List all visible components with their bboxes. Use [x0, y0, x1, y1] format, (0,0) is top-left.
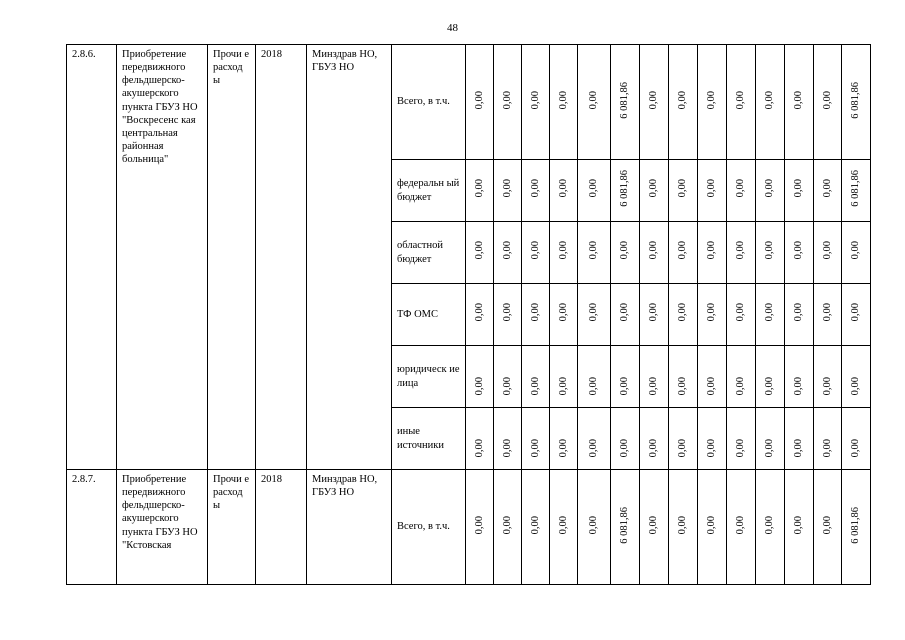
value-text: 0,00 [706, 90, 718, 110]
item-year: 2018 [256, 470, 307, 585]
value-cell [522, 470, 550, 585]
value-text: 0,00 [764, 179, 776, 198]
value-cell [494, 408, 522, 470]
value-text: 0,00 [473, 90, 485, 110]
expense-type: Прочи е расход ы [208, 45, 256, 470]
value-cell [842, 160, 871, 222]
value-cell [756, 346, 785, 408]
value-cell [522, 45, 550, 160]
value-text: 0,00 [793, 515, 805, 535]
value-text: 0,00 [557, 438, 569, 457]
value-cell [494, 346, 522, 408]
value-text: 0,00 [529, 179, 541, 198]
value-text: 0,00 [588, 90, 600, 110]
value-text: 0,00 [473, 438, 485, 457]
value-text: 0,00 [764, 90, 776, 110]
value-text: 0,00 [473, 303, 485, 322]
value-text: 0,00 [735, 303, 747, 322]
value-text: 0,00 [648, 376, 660, 395]
value-cell [550, 222, 578, 284]
value-cell [578, 284, 611, 346]
value-text: 0,00 [529, 515, 541, 535]
value-text: 0,00 [529, 376, 541, 395]
expense-type: Прочи е расход ы [208, 470, 256, 585]
value-cell [785, 284, 814, 346]
value-text: 0,00 [588, 179, 600, 198]
value-cell [698, 45, 727, 160]
value-text: 0,00 [735, 241, 747, 260]
value-cell [669, 45, 698, 160]
value-text: 0,00 [706, 438, 718, 457]
value-cell [494, 284, 522, 346]
value-cell [640, 470, 669, 585]
item-executor: Минздрав НО, ГБУЗ НО [307, 45, 392, 470]
value-text: 0,00 [648, 179, 660, 198]
value-cell [669, 470, 698, 585]
value-cell [698, 160, 727, 222]
value-cell [842, 45, 871, 160]
value-text: 0,00 [619, 376, 631, 395]
value-cell [814, 222, 842, 284]
value-text: 0,00 [735, 179, 747, 198]
value-text: 0,00 [706, 303, 718, 322]
value-cell [550, 284, 578, 346]
value-cell [466, 346, 494, 408]
value-text: 0,00 [821, 303, 833, 322]
value-text: 0,00 [706, 515, 718, 535]
item-code: 2.8.6. [67, 45, 117, 470]
value-text: 0,00 [588, 515, 600, 535]
value-text: 0,00 [821, 376, 833, 395]
value-text: 0,00 [648, 438, 660, 457]
value-text: 0,00 [588, 376, 600, 395]
value-text: 0,00 [619, 438, 631, 457]
value-cell [698, 346, 727, 408]
value-cell [550, 346, 578, 408]
value-text: 0,00 [619, 241, 631, 260]
value-cell [814, 284, 842, 346]
value-text: 0,00 [764, 376, 776, 395]
value-text: 0,00 [557, 90, 569, 110]
value-text: 0,00 [473, 515, 485, 535]
value-cell [814, 160, 842, 222]
value-cell [466, 470, 494, 585]
value-text: 0,00 [735, 376, 747, 395]
value-text: 0,00 [588, 438, 600, 457]
value-text: 0,00 [764, 241, 776, 260]
funding-source: юридическ ие лица [392, 346, 466, 408]
value-cell [466, 160, 494, 222]
value-cell [522, 160, 550, 222]
value-cell [522, 408, 550, 470]
value-cell [578, 45, 611, 160]
value-cell [698, 284, 727, 346]
funding-source: иные источники [392, 408, 466, 470]
value-cell [842, 346, 871, 408]
value-cell [842, 408, 871, 470]
value-text: 0,00 [793, 438, 805, 457]
value-text: 0,00 [557, 515, 569, 535]
value-text: 0,00 [677, 438, 689, 457]
value-cell [669, 346, 698, 408]
value-cell [756, 222, 785, 284]
value-cell [842, 470, 871, 585]
value-cell [814, 470, 842, 585]
value-text: 0,00 [473, 376, 485, 395]
value-cell [756, 408, 785, 470]
value-text: 0,00 [648, 303, 660, 322]
value-cell [550, 160, 578, 222]
value-text: 0,00 [529, 90, 541, 110]
value-cell [522, 222, 550, 284]
value-text: 0,00 [793, 179, 805, 198]
value-text: 0,00 [648, 90, 660, 110]
value-cell [756, 45, 785, 160]
value-cell [756, 160, 785, 222]
value-cell [611, 284, 640, 346]
value-text: 0,00 [529, 241, 541, 260]
value-cell [727, 408, 756, 470]
value-cell [578, 470, 611, 585]
value-cell [698, 470, 727, 585]
value-cell [522, 284, 550, 346]
funding-source: Всего, в т.ч. [392, 45, 466, 160]
value-text: 0,00 [501, 515, 513, 535]
value-cell [494, 222, 522, 284]
budget-table [66, 44, 871, 585]
value-cell [611, 45, 640, 160]
value-text: 6 081,86 [850, 81, 862, 119]
value-text: 0,00 [501, 179, 513, 198]
value-text: 0,00 [677, 303, 689, 322]
value-cell [550, 470, 578, 585]
value-text: 0,00 [735, 90, 747, 110]
value-cell [727, 284, 756, 346]
value-text: 0,00 [677, 90, 689, 110]
value-cell [785, 470, 814, 585]
funding-source: ТФ ОМС [392, 284, 466, 346]
value-cell [578, 346, 611, 408]
value-text: 0,00 [821, 438, 833, 457]
value-cell [669, 222, 698, 284]
item-name: Приобретение передвижного фельдшерско-акушерского пункта ГБУЗ НО "Воскресенс кая центральная районная больница" [117, 45, 208, 470]
value-cell [814, 346, 842, 408]
value-cell [494, 45, 522, 160]
value-cell [466, 222, 494, 284]
value-cell [785, 160, 814, 222]
value-text: 0,00 [821, 241, 833, 260]
value-text: 0,00 [706, 179, 718, 198]
table-row [67, 470, 871, 585]
value-cell [640, 284, 669, 346]
value-cell [669, 408, 698, 470]
value-cell [611, 346, 640, 408]
value-cell [550, 408, 578, 470]
value-cell [727, 346, 756, 408]
value-text: 0,00 [557, 179, 569, 198]
value-cell [842, 222, 871, 284]
value-text: 0,00 [764, 515, 776, 535]
value-text: 0,00 [706, 376, 718, 395]
table-row [67, 45, 871, 160]
value-text: 0,00 [648, 241, 660, 260]
funding-source: федеральн ый бюджет [392, 160, 466, 222]
value-text: 0,00 [501, 303, 513, 322]
value-cell [814, 408, 842, 470]
value-cell [727, 470, 756, 585]
value-cell [494, 470, 522, 585]
value-text: 0,00 [850, 438, 862, 457]
value-text: 6 081,86 [850, 170, 862, 207]
value-cell [756, 284, 785, 346]
value-text: 0,00 [850, 241, 862, 260]
value-text: 0,00 [648, 515, 660, 535]
value-cell [698, 408, 727, 470]
value-text: 0,00 [735, 438, 747, 457]
value-text: 6 081,86 [850, 506, 862, 544]
value-cell [727, 45, 756, 160]
value-text: 0,00 [501, 241, 513, 260]
page-number: 48 [447, 22, 458, 34]
value-cell [611, 408, 640, 470]
value-cell [578, 160, 611, 222]
value-cell [578, 222, 611, 284]
value-cell [611, 470, 640, 585]
value-text: 0,00 [529, 303, 541, 322]
value-cell [669, 284, 698, 346]
value-text: 0,00 [588, 303, 600, 322]
value-text: 0,00 [793, 90, 805, 110]
value-cell [578, 408, 611, 470]
value-cell [785, 45, 814, 160]
funding-source: Всего, в т.ч. [392, 470, 466, 585]
value-text: 0,00 [557, 241, 569, 260]
value-text: 0,00 [557, 303, 569, 322]
value-text: 0,00 [588, 241, 600, 260]
value-text: 0,00 [821, 515, 833, 535]
value-text: 0,00 [850, 376, 862, 395]
item-executor: Минздрав НО, ГБУЗ НО [307, 470, 392, 585]
value-text: 0,00 [850, 303, 862, 322]
value-cell [466, 284, 494, 346]
value-cell [814, 45, 842, 160]
value-text: 0,00 [793, 303, 805, 322]
value-text: 0,00 [677, 515, 689, 535]
value-cell [466, 45, 494, 160]
value-cell [640, 408, 669, 470]
value-cell [640, 346, 669, 408]
value-cell [640, 160, 669, 222]
value-cell [785, 408, 814, 470]
value-text: 0,00 [821, 179, 833, 198]
value-text: 0,00 [677, 376, 689, 395]
value-text: 0,00 [501, 90, 513, 110]
value-text: 6 081,86 [619, 506, 631, 544]
value-text: 0,00 [821, 90, 833, 110]
value-text: 0,00 [677, 241, 689, 260]
value-text: 0,00 [501, 376, 513, 395]
value-text: 0,00 [473, 179, 485, 198]
value-text: 0,00 [793, 241, 805, 260]
value-cell [669, 160, 698, 222]
value-text: 0,00 [764, 303, 776, 322]
value-text: 0,00 [706, 241, 718, 260]
value-cell [756, 470, 785, 585]
value-text: 0,00 [501, 438, 513, 457]
value-text: 0,00 [473, 241, 485, 260]
value-text: 6 081,86 [619, 81, 631, 119]
value-cell [698, 222, 727, 284]
value-cell [466, 408, 494, 470]
value-cell [611, 160, 640, 222]
value-cell [640, 45, 669, 160]
value-text: 0,00 [735, 515, 747, 535]
funding-source: областной бюджет [392, 222, 466, 284]
value-text: 0,00 [557, 376, 569, 395]
value-cell [611, 222, 640, 284]
value-cell [727, 160, 756, 222]
value-cell [785, 222, 814, 284]
value-text: 0,00 [619, 303, 631, 322]
value-text: 0,00 [677, 179, 689, 198]
value-cell [550, 45, 578, 160]
item-year: 2018 [256, 45, 307, 470]
item-code: 2.8.7. [67, 470, 117, 585]
value-text: 0,00 [764, 438, 776, 457]
value-cell [785, 346, 814, 408]
item-name: Приобретение передвижного фельдшерско-акушерского пункта ГБУЗ НО "Кстовская [117, 470, 208, 585]
value-text: 6 081,86 [619, 170, 631, 207]
value-cell [727, 222, 756, 284]
value-cell [522, 346, 550, 408]
value-text: 0,00 [529, 438, 541, 457]
value-cell [640, 222, 669, 284]
value-cell [842, 284, 871, 346]
value-text: 0,00 [793, 376, 805, 395]
value-cell [494, 160, 522, 222]
